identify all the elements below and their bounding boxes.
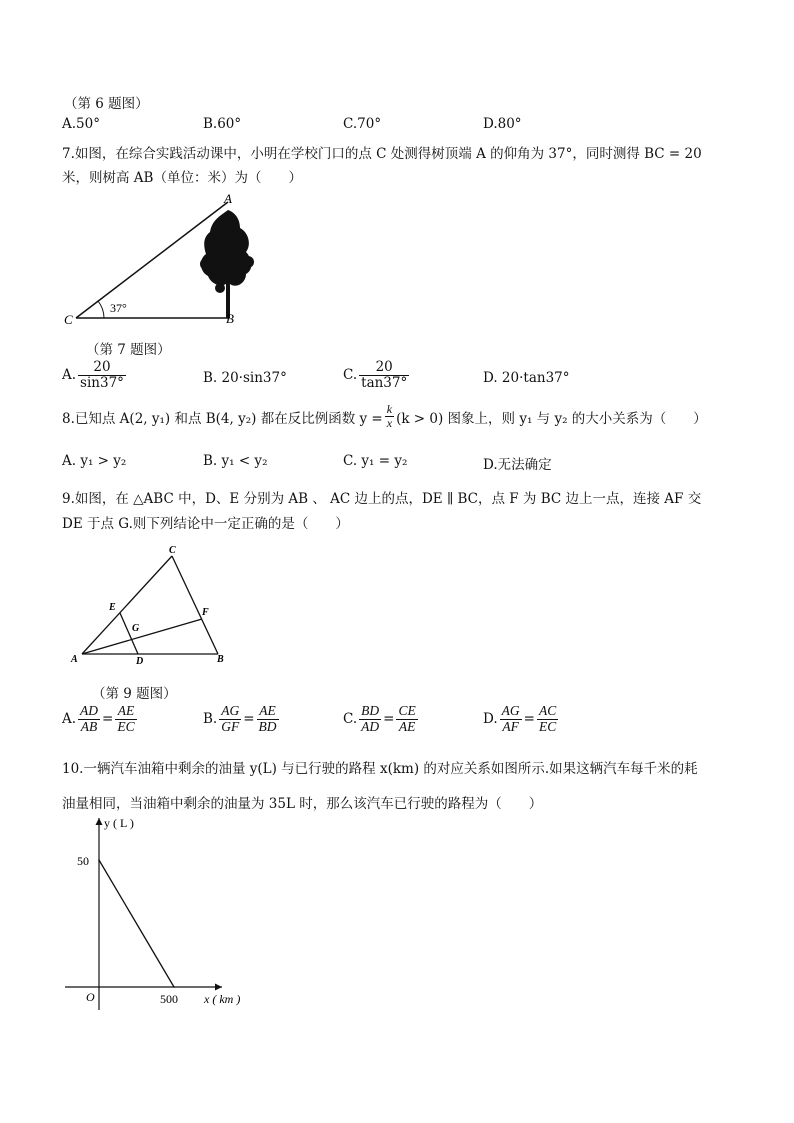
origin-label: O: [86, 990, 95, 1004]
q9-label-g: G: [132, 623, 140, 634]
series-line: [99, 860, 174, 987]
q8-option-d: D.无法确定: [483, 457, 552, 473]
q7-angle-label: 37°: [110, 301, 127, 315]
q9-label-e: E: [109, 602, 116, 613]
q7-label-c: C: [64, 312, 73, 327]
q6-option-b: B.60°: [203, 116, 242, 132]
q6-option-a: A.50°: [62, 116, 100, 132]
q9-label-d: D: [136, 656, 144, 667]
q7-option-c: C. $\frac{20}{\tan 37^\circ}$: [343, 359, 408, 391]
q10-stem-line1: 10.一辆汽车油箱中剩余的油量 y(L) 与已行驶的路程 x(km) 的对应关系如图所示.如果这辆汽车每千米的耗: [62, 761, 698, 777]
data-point: [98, 859, 100, 861]
q7-label-b: B: [226, 311, 234, 326]
q8-fraction: $\frac{k}{x}$: [386, 402, 393, 431]
q9-label-c: C: [169, 545, 176, 556]
q9-stem-line1: 9.如图，在 △ABC 中，D、E 分别为 AB 、 AC 边上的点，DE ∥ BC，点 F 为 BC 边上一点，连接 AF 交: [62, 491, 702, 507]
q9-stem-line2: DE 于点 G.则下列结论中一定正确的是（ ）: [62, 516, 349, 532]
data-point: [173, 986, 175, 988]
q7-option-d: D. 20·tan37°: [483, 370, 570, 386]
q10-stem-line2: 油量相同，当油箱中剩余的油量为 35L 时，那么该汽车已行驶的路程为（ ）: [62, 796, 543, 812]
y-axis-label: y ( L ): [104, 816, 134, 830]
q9-option-a: A. $\frac{AD}{AB}$ = $\frac{AE}{EC}$: [62, 703, 135, 734]
q7-caption: （第 7 题图）: [86, 342, 171, 358]
q6-option-d: D.80°: [483, 116, 522, 132]
q6-caption: （第 6 题图）: [64, 96, 149, 112]
q9-option-b: B. $\frac{AG}{GF}$ = $\frac{AE}{BD}$: [203, 703, 277, 734]
x-axis-label: x ( km ): [204, 992, 241, 1006]
q8-option-b: B. y₁ < y₂: [203, 453, 268, 469]
q8-option-c: C. y₁ = y₂: [343, 453, 408, 469]
q9-option-d: D. $\frac{AG}{AF}$ = $\frac{AC}{EC}$: [483, 703, 557, 734]
q7-option-b: B. 20·sin37°: [203, 370, 287, 386]
q9-option-c: C. $\frac{BD}{AD}$ = $\frac{CE}{AE}$: [343, 703, 416, 734]
q9-figure: [68, 542, 238, 677]
q9-caption: （第 9 题图）: [92, 686, 177, 702]
y-tick-label: 50: [77, 854, 89, 868]
q10-chart: [60, 815, 260, 1015]
tree-icon: [200, 210, 254, 318]
x-tick-label: 500: [160, 992, 178, 1006]
q7-figure: [60, 190, 260, 340]
q7-option-c-fraction: $\frac{20}{\tan 37^\circ}$: [361, 359, 408, 391]
q9-label-b: B: [217, 654, 224, 665]
q7-stem-line2: 米，则树高 AB（单位：米）为（ ）: [62, 170, 302, 186]
q7-option-a-fraction: $\frac{20}{\sin 37^\circ}$: [80, 359, 124, 391]
q7-stem-line1: 7.如图，在综合实践活动课中，小明在学校门口的点 C 处测得树顶端 A 的仰角为 37°，同时测得 BC = 20: [62, 146, 702, 162]
q8-option-a: A. y₁ > y₂: [62, 453, 127, 469]
q6-option-c: C.70°: [343, 116, 382, 132]
q9-label-a: A: [71, 654, 78, 665]
q8-stem: 8.已知点 A(2, y₁) 和点 B(4, y₂) 都在反比例函数 y = $\frac{k}{x}$ (k > 0) 图象上，则 y₁ 与 y₂ 的大小关系为（ ）: [62, 402, 707, 431]
q7-label-a: A: [224, 191, 232, 206]
q7-option-a: A. $\frac{20}{\sin 37^\circ}$: [62, 359, 124, 391]
q9-label-f: F: [202, 607, 209, 618]
